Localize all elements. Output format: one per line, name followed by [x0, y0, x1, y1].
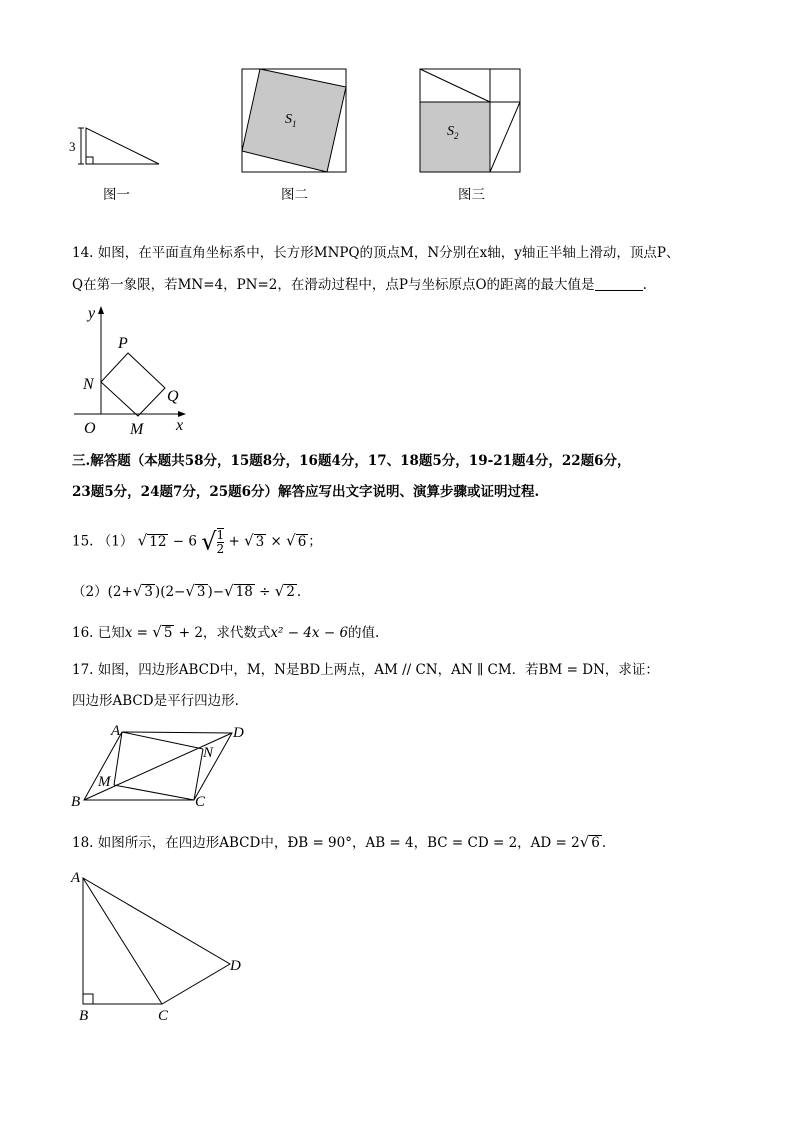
fig3-area-label: $S_2$ [447, 124, 459, 141]
q14-line2: Q在第一象限，若MN=4，PN=2，在滑动过程中，点P与坐标原点O的距离的最大值是 . [72, 277, 647, 293]
x-axis-label: x [176, 417, 184, 434]
fig3-caption: 图三 [458, 187, 485, 203]
q16: 16. 已知x = √ 5 + 2，求代数式x² − 4x − 6的值. [72, 623, 380, 641]
figure-two [240, 67, 350, 175]
q18-B-label: B [79, 1008, 89, 1024]
q15-part1: 15. （1） √ 12 − 6 √ $\frac{1}{2}$ + √ 3 × √ 6 ； [72, 527, 322, 556]
answer-blank [595, 278, 643, 291]
section3-line2: 23题5分，24题7分，25题6分）解答应写出文字说明、演算步骤或证明过程. [72, 484, 540, 500]
y-axis-label: y [88, 305, 96, 322]
figure-one [60, 115, 170, 175]
q17-N-label: N [203, 745, 214, 761]
fig1-side-label: 3 [69, 139, 76, 154]
q15-part2: （2）(2+√ 3 )(2−√ 3 )−√ 18 ÷ √ 2 . [72, 582, 302, 600]
fig2-area-label: $S_1$ [285, 112, 297, 129]
q18-A-label: A [71, 870, 81, 886]
figure-three [418, 67, 524, 175]
fig1-caption: 图一 [103, 187, 130, 203]
q18-quadrilateral-figure [64, 866, 254, 1026]
q17-M-label: M [98, 774, 111, 790]
q17-D-label: D [233, 725, 244, 741]
q14-coordinate-figure [72, 302, 202, 438]
q17-B-label: B [71, 794, 81, 810]
q17-parallelogram-figure [66, 720, 262, 812]
q17-C-label: C [195, 794, 206, 810]
q18-C-label: C [158, 1008, 169, 1024]
q17-A-label: A [111, 723, 121, 739]
section3-line1: 三.解答题（本题共58分，15题8分，16题4分，17、18题5分，19-21题4分，22题6分， [72, 453, 631, 469]
q14-line1: 14. 如图，在平面直角坐标系中，长方形MNPQ的顶点M，N分别在x轴，y轴正半轴上滑动，顶点P、 [72, 245, 680, 261]
point-Q-label: Q [167, 388, 179, 405]
q17-line1: 17. 如图，四边形ABCD中，M，N是BD上两点，AM // CN，AN ∥ CM．若BM = DN，求证： [72, 662, 659, 678]
q18-D-label: D [230, 958, 241, 974]
fig2-caption: 图二 [281, 187, 308, 203]
point-N-label: N [83, 376, 94, 393]
point-P-label: P [118, 335, 128, 352]
point-M-label: M [130, 421, 144, 438]
q17-line2: 四边形ABCD是平行四边形. [72, 693, 239, 709]
q18-line1: 18. 如图所示，在四边形ABCD中，ÐB = 90°，AB = 4，BC = CD = 2，AD = 2√ 6 . [72, 833, 607, 851]
origin-label: O [84, 420, 96, 437]
